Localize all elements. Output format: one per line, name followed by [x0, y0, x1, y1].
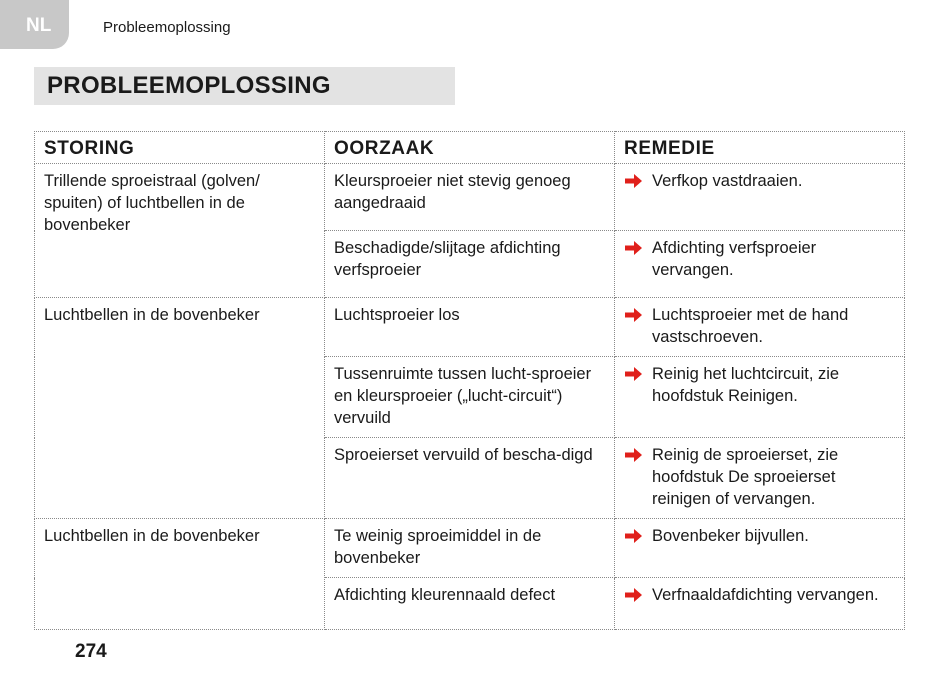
table-row [35, 164, 905, 231]
remedy-text: Afdichting verfsproeier vervangen. [652, 239, 817, 279]
remedy-text: Verfkop vastdraaien. [652, 172, 803, 190]
fault-cell: Trillende sproeistraal (golven/ spuiten) of luchtbellen in de bovenbeker [35, 164, 325, 298]
right-arrow-icon [624, 586, 644, 604]
remedy-cell [615, 438, 905, 519]
cause-cell: Kleursproeier niet stevig genoeg aangedraaid [325, 164, 615, 231]
cause-cell: Afdichting kleurennaald defect [325, 578, 615, 630]
remedy-cell [615, 578, 905, 630]
section-title: PROBLEEMOPLOSSING [34, 67, 455, 105]
remedy-cell [615, 298, 905, 357]
remedy-text: Luchtsproeier met de hand vastschroeven. [652, 306, 849, 346]
cause-cell: Luchtsproeier los [325, 298, 615, 357]
cause-cell: Sproeierset vervuild of bescha-digd [325, 438, 615, 519]
remedy-cell [615, 231, 905, 298]
table-header-row [35, 132, 905, 164]
right-arrow-icon [624, 239, 644, 257]
remedy-cell [615, 164, 905, 231]
cause-cell: Beschadigde/slijtage afdichting verfsproeier [325, 231, 615, 298]
remedy-text: Reinig het luchtcircuit, zie hoofdstuk Reinigen. [652, 365, 840, 405]
remedy-text: Bovenbeker bijvullen. [652, 527, 809, 545]
remedy-cell [615, 519, 905, 578]
language-tab: NL [0, 0, 69, 49]
right-arrow-icon [624, 172, 644, 190]
remedy-text: Verfnaaldafdichting vervangen. [652, 586, 879, 604]
troubleshooting-table [34, 131, 905, 630]
right-arrow-icon [624, 446, 644, 464]
column-header-fault: STORING [35, 132, 325, 164]
remedy-text: Reinig de sproeierset, zie hoofdstuk De sproeierset reinigen of vervangen. [652, 446, 839, 508]
right-arrow-icon [624, 306, 644, 324]
table-row [35, 298, 905, 357]
column-header-remedy: REMEDIE [615, 132, 905, 164]
page-number: 274 [75, 641, 107, 662]
fault-cell: Luchtbellen in de bovenbeker [35, 519, 325, 630]
cause-cell: Te weinig sproeimiddel in de bovenbeker [325, 519, 615, 578]
running-head: Probleemoplossing [103, 19, 231, 36]
right-arrow-icon [624, 527, 644, 545]
remedy-cell [615, 357, 905, 438]
fault-cell: Luchtbellen in de bovenbeker [35, 298, 325, 519]
cause-cell: Tussenruimte tussen lucht-sproeier en kleursproeier („lucht-circuit“) vervuild [325, 357, 615, 438]
right-arrow-icon [624, 365, 644, 383]
table-row [35, 519, 905, 578]
column-header-cause: OORZAAK [325, 132, 615, 164]
